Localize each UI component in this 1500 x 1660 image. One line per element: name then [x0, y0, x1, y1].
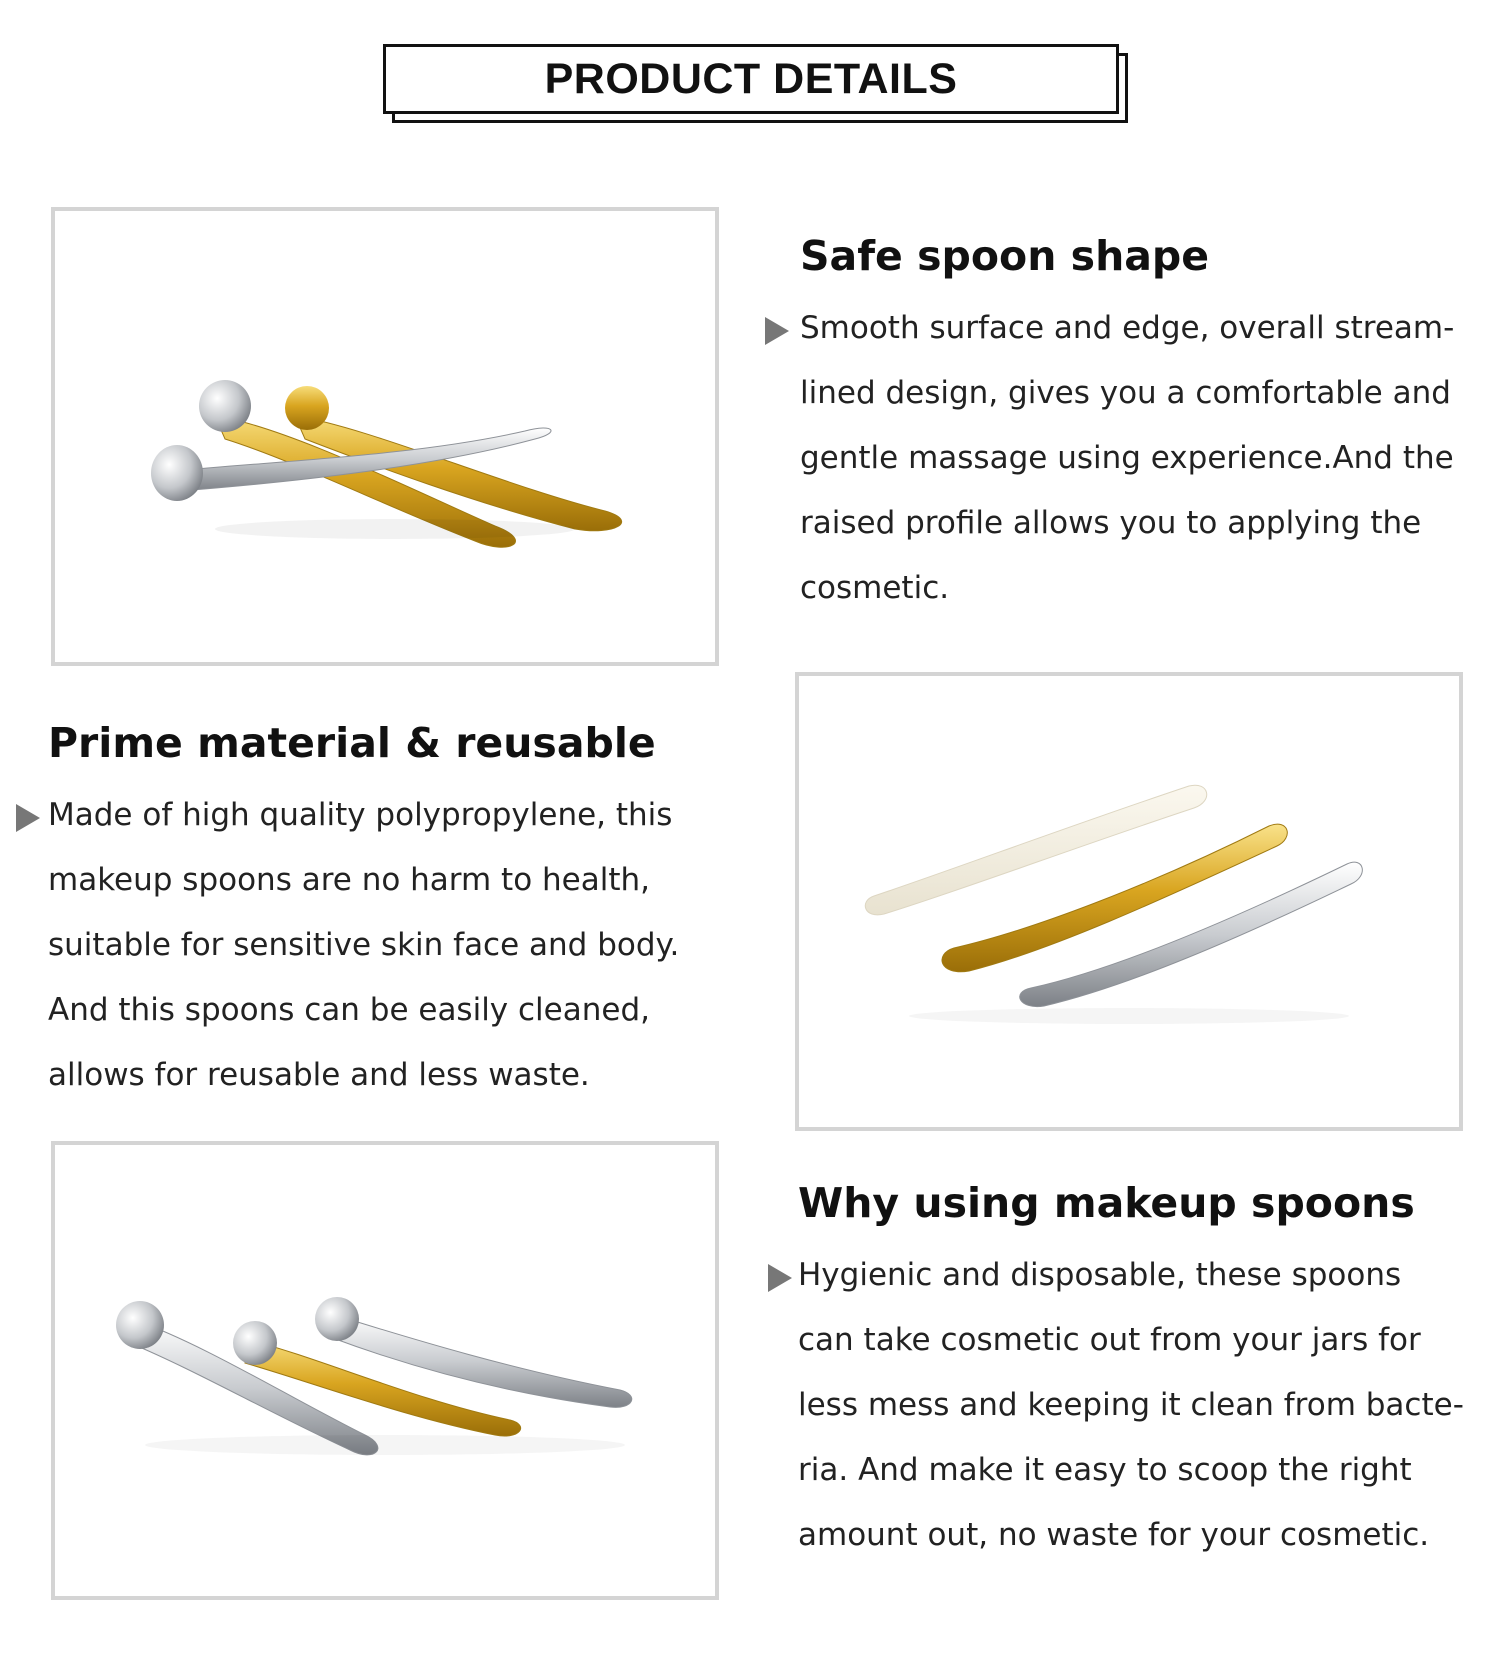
text-line: And this spoons can be easily cleaned,: [48, 992, 650, 1028]
text-line: can take cosmetic out from your jars for: [798, 1322, 1421, 1358]
text-line: Smooth surface and edge, overall stream-: [800, 310, 1455, 346]
spoons-illustration-2: [799, 676, 1459, 1127]
triangle-right-icon: [765, 317, 789, 345]
triangle-right-icon: [768, 1264, 792, 1292]
triangle-right-icon: [16, 804, 40, 832]
section-heading: Safe spoon shape: [800, 232, 1210, 280]
banner-box: [383, 44, 1119, 114]
text-line: makeup spoons are no harm to health,: [48, 862, 651, 898]
spoons-illustration-1: [55, 211, 715, 662]
product-image-spoons-row: [51, 1141, 719, 1600]
section-heading: Why using makeup spoons: [798, 1179, 1415, 1227]
text-line: ria. And make it easy to scoop the right: [798, 1452, 1412, 1488]
section-heading: Prime material & reusable: [48, 719, 656, 767]
product-details-banner: [383, 44, 1119, 114]
product-image-three-spoons-colors: [795, 672, 1463, 1131]
text-line: raised profile allows you to applying the: [800, 505, 1422, 541]
section-description: [798, 1243, 1470, 1568]
spoons-illustration-3: [55, 1145, 715, 1596]
section-description: [48, 783, 708, 1108]
text-line: allows for reusable and less waste.: [48, 1057, 590, 1093]
page-title: PRODUCT DETAILS: [544, 54, 958, 103]
text-line: less mess and keeping it clean from bacte-: [798, 1387, 1464, 1423]
text-line: suitable for sensitive skin face and body.: [48, 927, 680, 963]
section-safe-spoon-shape: [800, 228, 1470, 621]
text-line: Hygienic and disposable, these spoons: [798, 1257, 1402, 1293]
text-line: amount out, no waste for your cosmetic.: [798, 1517, 1430, 1553]
section-description: [800, 296, 1470, 621]
product-image-stacked-spoons: [51, 207, 719, 666]
text-line: lined design, gives you a comfortable and: [800, 375, 1451, 411]
text-line: cosmetic.: [800, 570, 950, 606]
section-prime-material: [48, 715, 708, 1108]
text-line: Made of high quality polypropylene, this: [48, 797, 673, 833]
text-line: gentle massage using experience.And the: [800, 440, 1454, 476]
section-why-using-makeup-spoons: [798, 1175, 1470, 1568]
